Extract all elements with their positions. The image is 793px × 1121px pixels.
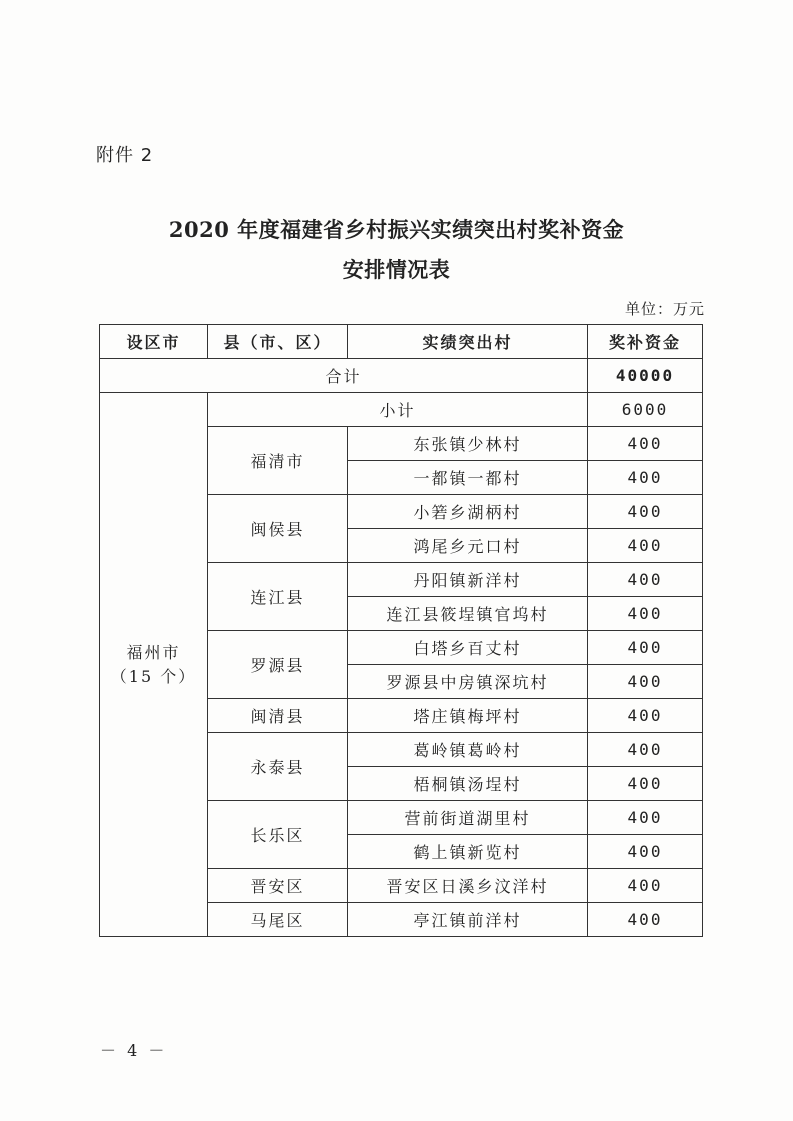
funds-cell: 400 [588,835,703,869]
village-cell: 鹤上镇新览村 [348,835,588,869]
header-village: 实绩突出村 [348,325,588,359]
funds-cell: 400 [588,563,703,597]
county-cell: 晋安区 [208,869,348,903]
village-cell: 梧桐镇汤埕村 [348,767,588,801]
county-cell: 福清市 [208,427,348,495]
funds-cell: 400 [588,869,703,903]
funds-cell: 400 [588,767,703,801]
village-cell: 葛岭镇葛岭村 [348,733,588,767]
county-cell: 闽侯县 [208,495,348,563]
header-county: 县（市、区） [208,325,348,359]
village-cell: 东张镇少林村 [348,427,588,461]
total-value: 40000 [588,359,703,393]
county-cell: 连江县 [208,563,348,631]
city-count: （15 个） [110,666,197,686]
table-body [100,325,703,937]
village-cell: 小箬乡湖柄村 [348,495,588,529]
village-cell: 白塔乡百丈村 [348,631,588,665]
total-label: 合计 [100,359,588,393]
village-cell: 营前街道湖里村 [348,801,588,835]
funds-cell: 400 [588,427,703,461]
village-cell: 丹阳镇新洋村 [348,563,588,597]
city-cell [100,393,208,937]
county-cell: 闽清县 [208,699,348,733]
county-cell: 马尾区 [208,903,348,937]
funds-cell: 400 [588,597,703,631]
village-cell: 一都镇一都村 [348,461,588,495]
funds-table [99,324,703,937]
document-title-line1: 2020 年度福建省乡村振兴实绩突出村奖补资金 [168,217,625,242]
village-cell: 连江县筱埕镇官坞村 [348,597,588,631]
city-name: 福州市 [126,642,181,662]
county-cell: 长乐区 [208,801,348,869]
village-cell: 罗源县中房镇深坑村 [348,665,588,699]
county-cell: 永泰县 [208,733,348,801]
header-city: 设区市 [100,325,208,359]
village-cell: 晋安区日溪乡汶洋村 [348,869,588,903]
subtotal-value: 6000 [588,393,703,427]
total-row [100,359,703,393]
subtotal-label: 小计 [208,393,588,427]
funds-cell: 400 [588,699,703,733]
attachment-label: 附件 2 [96,145,154,166]
unit-label: 单位：万元 [624,300,705,318]
header-row [100,325,703,359]
funds-cell: 400 [588,631,703,665]
funds-cell: 400 [588,495,703,529]
funds-cell: 400 [588,903,703,937]
funds-cell: 400 [588,733,703,767]
document-title-line2: 安排情况表 [342,257,451,282]
village-cell: 塔庄镇梅坪村 [348,699,588,733]
funds-cell: 400 [588,665,703,699]
subtotal-row [100,393,703,427]
header-funds: 奖补资金 [588,325,703,359]
county-cell: 罗源县 [208,631,348,699]
page-number: － 4 － [100,1041,168,1060]
village-cell: 亭江镇前洋村 [348,903,588,937]
funds-cell: 400 [588,529,703,563]
funds-cell: 400 [588,461,703,495]
funds-cell: 400 [588,801,703,835]
village-cell: 鸿尾乡元口村 [348,529,588,563]
